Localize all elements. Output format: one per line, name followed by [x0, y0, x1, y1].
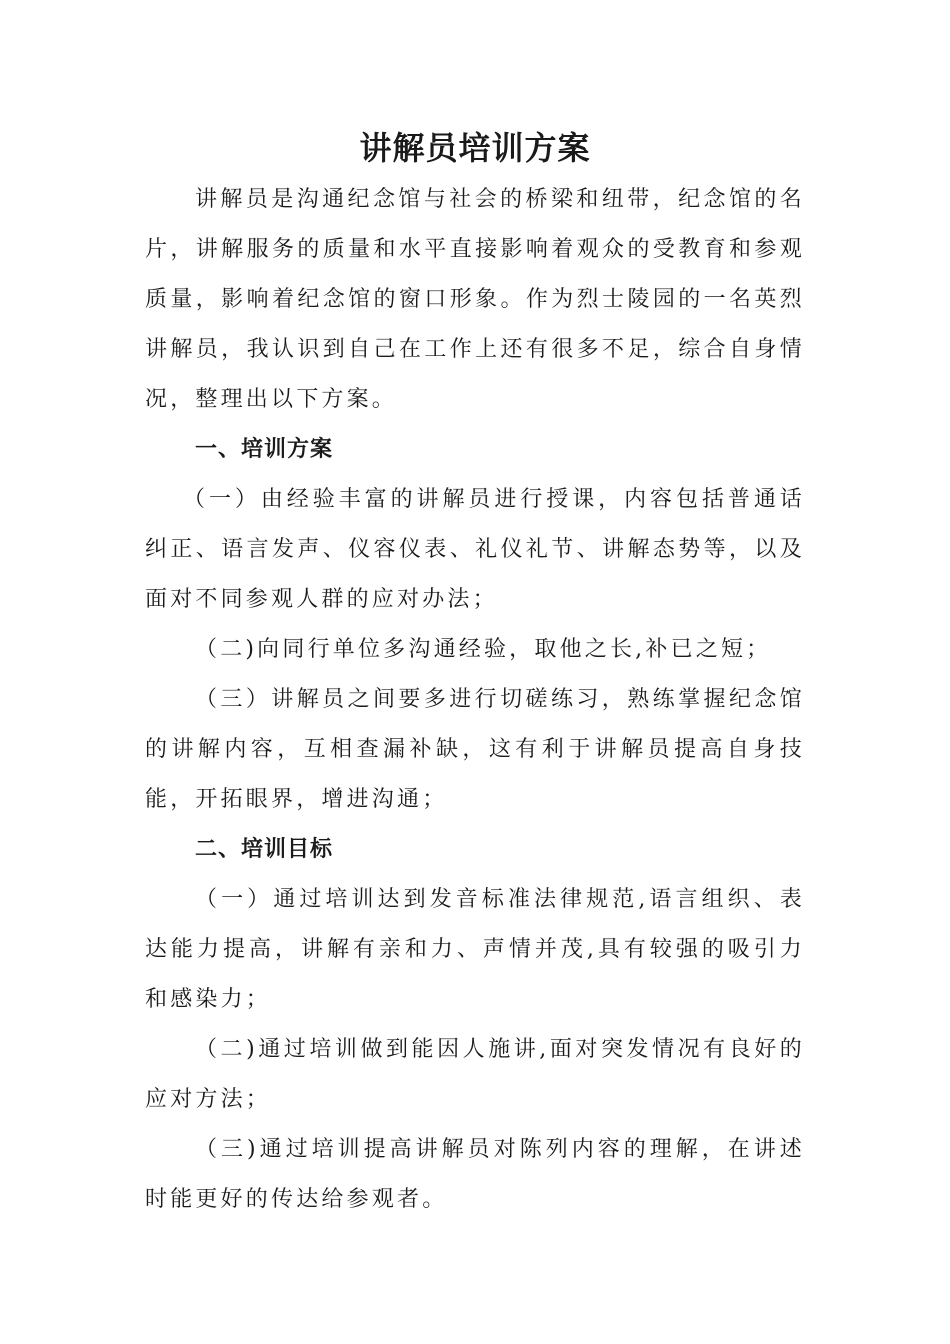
section-heading: 一、培训方案	[195, 437, 334, 462]
list-item: （二)向同行单位多沟通经验，取他之长,补已之短；	[195, 637, 772, 662]
section-heading: 二、培训目标	[195, 837, 334, 862]
list-item: （一）由经验丰富的讲解员进行授课，内容包括普通话纠正、语言发声、仪容仪表、礼仪礼节、讲解态势等，以及面对不同参观人群的应对办法；	[145, 487, 805, 612]
document-body	[145, 175, 805, 1225]
section-training-goals	[145, 825, 805, 1225]
document-title: 讲解员培训方案	[359, 129, 591, 167]
list-item: （三）讲解员之间要多进行切磋练习，熟练掌握纪念馆的讲解内容，互相查漏补缺，这有利于讲解员提高自身技能，开拓眼界，增进沟通；	[145, 687, 805, 812]
document-page	[145, 0, 805, 1344]
section-training-plan	[145, 425, 805, 825]
list-item: （三)通过培训提高讲解员对陈列内容的理解，在讲述时能更好的传达给参观者。	[145, 1137, 805, 1212]
intro-paragraph: 讲解员是沟通纪念馆与社会的桥梁和纽带，纪念馆的名片，讲解服务的质量和水平直接影响着观众的受教育和参观质量，影响着纪念馆的窗口形象。作为烈士陵园的一名英烈讲解员，我认识到自己在工作上还有很多不足，综合自身情况，整理出以下方案。	[145, 187, 805, 412]
list-item: （二)通过培训做到能因人施讲,面对突发情况有良好的应对方法；	[145, 1037, 805, 1112]
list-item: （一）通过培训达到发音标准法律规范,语言组织、表达能力提高，讲解有亲和力、声情并茂,具有较强的吸引力和感染力；	[145, 887, 805, 1012]
